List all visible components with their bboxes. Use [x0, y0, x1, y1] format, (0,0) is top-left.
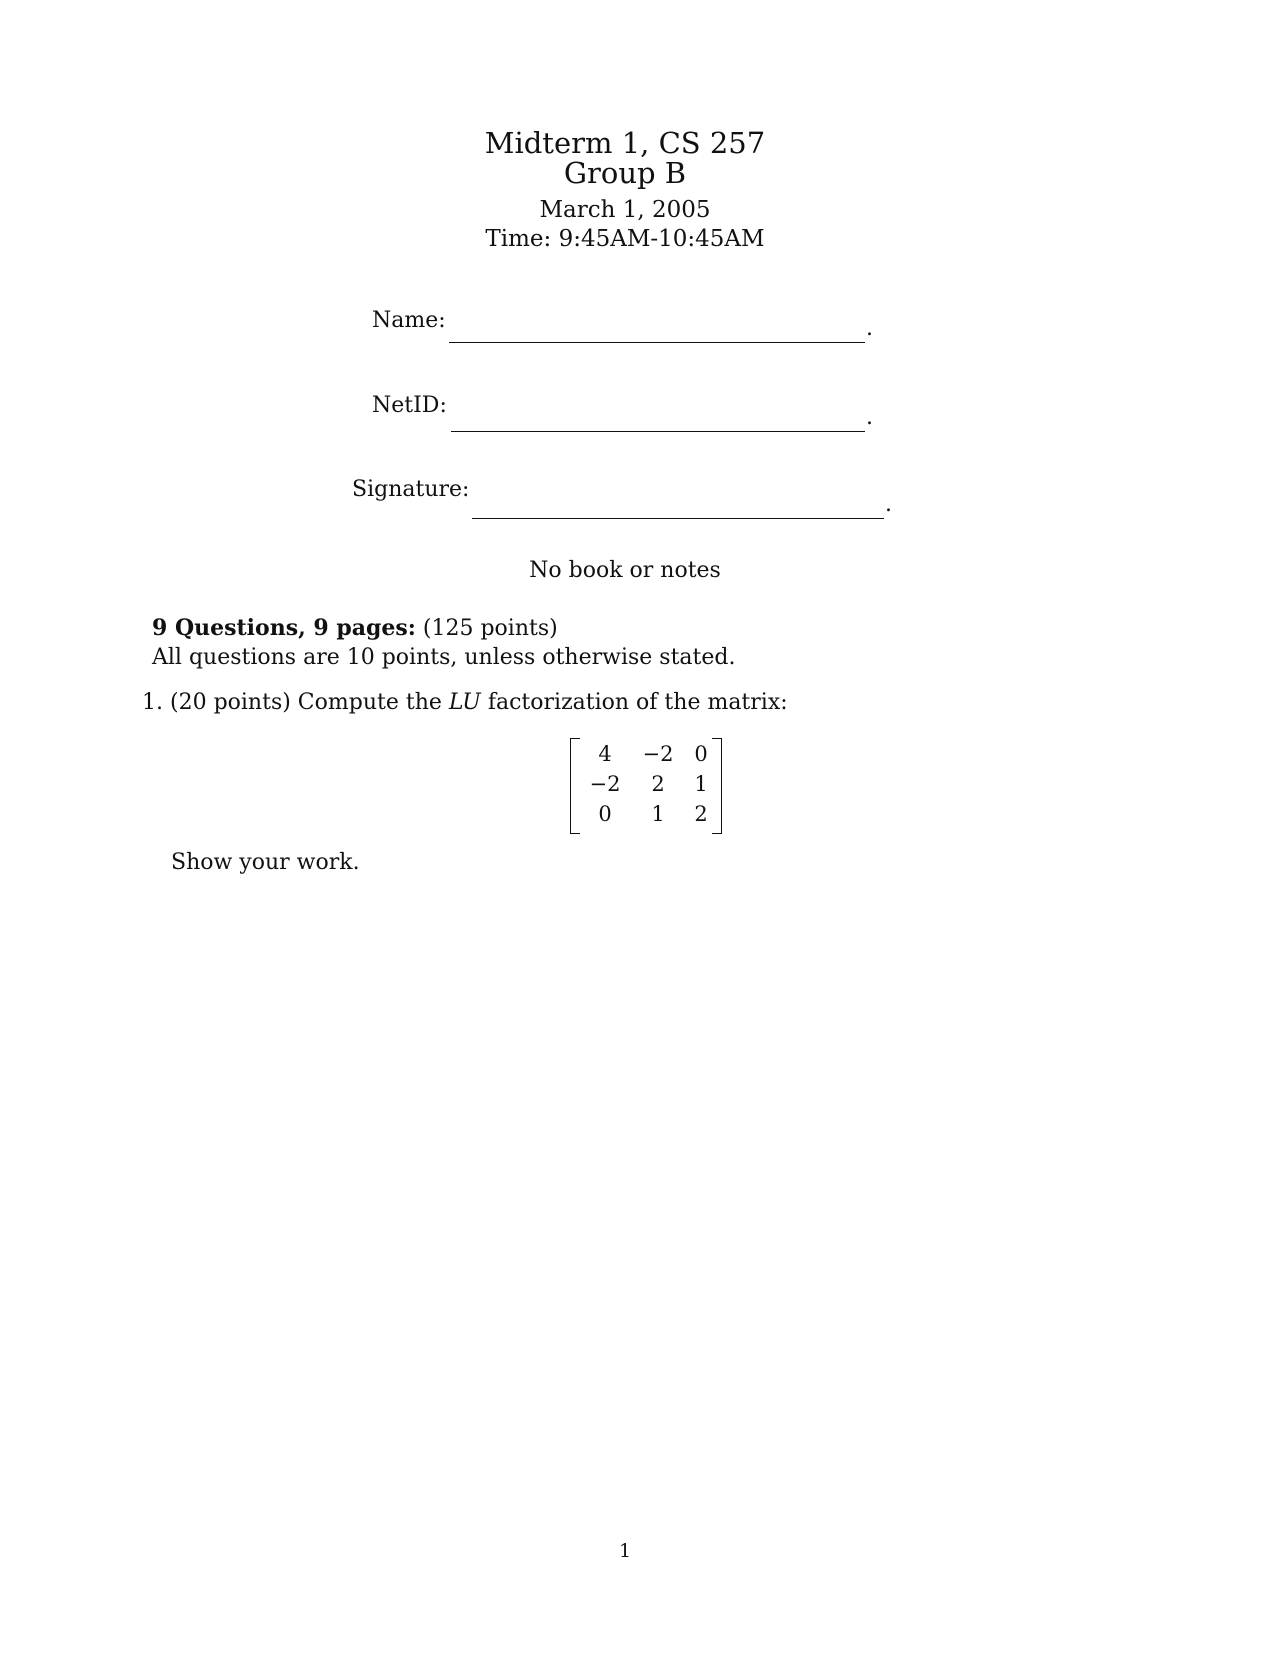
matrix-cell: 2 — [694, 802, 708, 826]
exam-date-block — [0, 196, 1250, 254]
question-1-text — [142, 690, 788, 715]
page-number: 1 — [618, 1540, 632, 1562]
matrix-cell: −2 — [589, 772, 621, 796]
question-1-number: 1. — [142, 690, 163, 715]
name-field[interactable] — [449, 342, 865, 343]
signature-field[interactable] — [472, 518, 884, 519]
question-1-instruction: Show your work. — [171, 850, 360, 875]
matrix-cell: 1 — [651, 802, 665, 826]
name-end-mark: . — [866, 316, 873, 341]
question-1-suffix: factorization of the matrix: — [487, 690, 788, 715]
exam-title-line1: Midterm 1, CS 257 — [484, 126, 766, 160]
matrix-cell: −2 — [642, 742, 674, 766]
netid-end-mark: . — [866, 405, 873, 430]
matrix-cell: 4 — [598, 742, 612, 766]
summary-bold: 9 Questions, 9 pages: — [152, 615, 416, 641]
question-1-prefix: (20 points) Compute the — [170, 690, 442, 715]
exam-title — [0, 128, 1250, 188]
matrix-cell: 0 — [694, 742, 708, 766]
netid-label: NetID: — [372, 393, 447, 418]
matrix — [560, 738, 730, 834]
summary-points: (125 points) — [422, 616, 558, 641]
question-1-term: LU — [448, 690, 481, 715]
signature-end-mark: . — [885, 492, 892, 517]
matrix-cell: 0 — [598, 802, 612, 826]
exam-time: Time: 9:45AM-10:45AM — [485, 226, 765, 252]
name-label: Name: — [372, 308, 446, 333]
no-notes-text: No book or notes — [529, 558, 721, 583]
matrix-left-bracket — [570, 738, 580, 834]
exam-date: March 1, 2005 — [539, 197, 711, 223]
signature-label: Signature: — [352, 477, 470, 502]
summary-note: All questions are 10 points, unless otherwise stated. — [152, 645, 736, 670]
exam-title-line2: Group B — [563, 156, 687, 190]
matrix-cell: 1 — [694, 772, 708, 796]
matrix-cell: 2 — [651, 772, 665, 796]
summary-line — [152, 615, 558, 641]
netid-field[interactable] — [451, 431, 865, 432]
